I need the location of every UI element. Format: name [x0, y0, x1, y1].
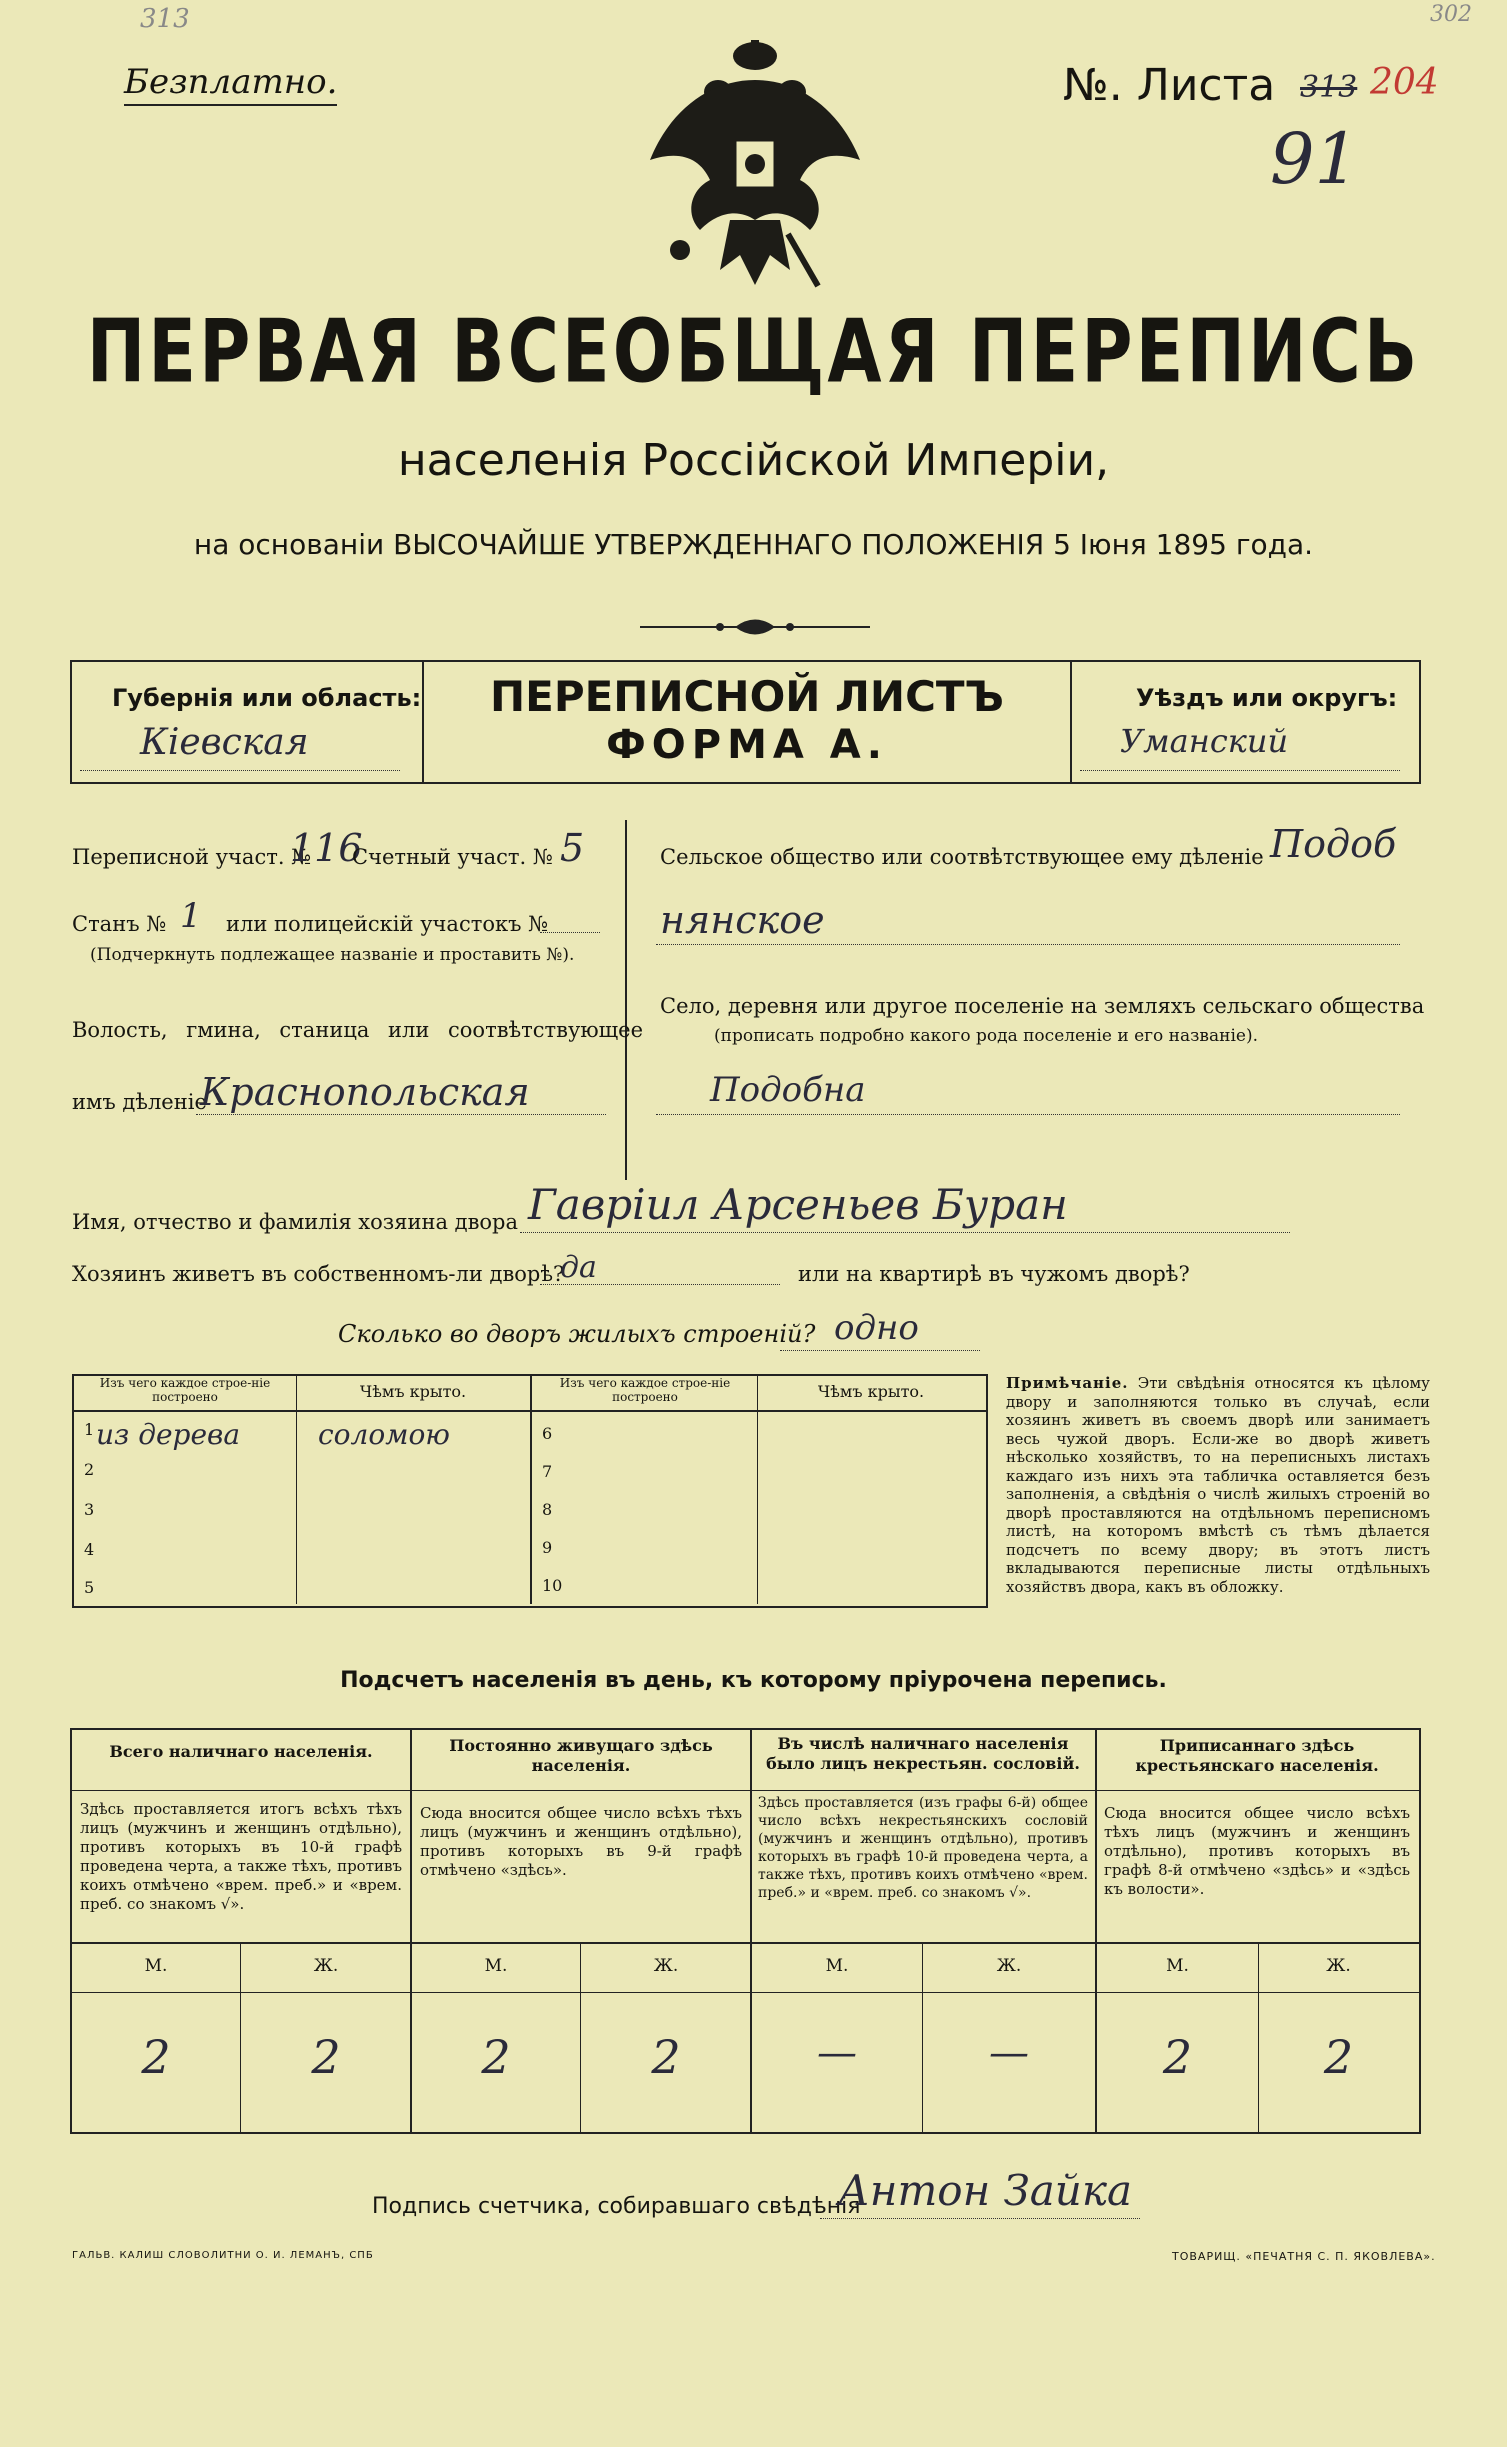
col-roof-left: Чѣмъ крыто.	[359, 1382, 467, 1401]
row-no: 1	[84, 1420, 95, 1439]
sheet-number-red: 204	[1370, 62, 1439, 103]
row-no: 6	[542, 1424, 553, 1443]
pop-female-value: 2	[311, 2030, 341, 2084]
imperial-eagle-icon	[640, 40, 870, 300]
pop-male-label: М.	[484, 1956, 508, 1976]
pop-female-label: Ж.	[996, 1956, 1022, 1976]
pop-male-label: М.	[1166, 1956, 1189, 1976]
pop-male-value: 2	[481, 2030, 511, 2084]
pop-col-title: Въ числѣ наличнаго населенія было лицъ некрестьян. сословій.	[766, 1734, 1080, 1773]
corner-number-right: 302	[1430, 2, 1472, 27]
pop-female-value: 2	[651, 2030, 681, 2084]
row-no: 2	[84, 1460, 95, 1479]
owner-name-value: Гаврiил Арсеньев Буран	[528, 1180, 1068, 1229]
province-value: Кіевская	[140, 722, 309, 763]
pop-male-value: —	[817, 2030, 857, 2076]
row-roof: соломою	[318, 1418, 450, 1451]
pop-col-desc: Здѣсь проставляется итогъ всѣхъ тѣхъ лицъ (мужчинъ и женщинъ отдѣльно), противъ которыхъ въ 10-й графѣ проведена черта, а также тѣхъ, противъ коихъ отмѣчено «врем. преб.» и «врем. преб. со знакомъ √».	[80, 1800, 402, 1913]
signature-value: Антон Зайка	[838, 2166, 1132, 2215]
volost-label: Волость, гмина, станица или соотвѣтствующее	[72, 1018, 644, 1042]
page-subtitle: населенія Россійской Имперіи,	[397, 435, 1110, 486]
row-no: 8	[542, 1500, 553, 1519]
buildings-value: одно	[834, 1308, 919, 1348]
printer-left: ГАЛЬВ. КАЛИШ СЛОВОЛИТНИ О. И. ЛЕМАНЪ, СПБ	[72, 2250, 374, 2261]
province-label: Губернія или область:	[112, 684, 422, 712]
printer-right: ТОВАРИЩ. «ПЕЧАТНЯ С. П. ЯКОВЛЕВА».	[1172, 2250, 1436, 2263]
signature-label: Подпись счетчика, собиравшаго свѣдѣнія	[372, 2194, 861, 2219]
pop-female-value: 2	[1323, 2030, 1354, 2084]
apartment-label: или на квартирѣ въ чужомъ дворѣ?	[798, 1262, 1190, 1286]
census-area-label: Переписной участ. №	[72, 845, 312, 869]
pop-col-desc: Сюда вносится общее число всѣхъ тѣхъ лицъ (мужчинъ и женщинъ отдѣльно), противъ которыхъ въ 9-й графѣ отмѣчено «здѣсь».	[420, 1804, 742, 1879]
census-area-value: 116	[290, 826, 363, 870]
row-no: 5	[84, 1578, 95, 1597]
police-label: или полицейскій участокъ №	[226, 912, 549, 936]
row-no: 4	[84, 1540, 95, 1559]
pop-col-title: Всего наличнаго населенія.	[109, 1742, 373, 1761]
stan-label: Станъ №	[72, 912, 167, 936]
district-value: Уманский	[1120, 722, 1289, 760]
pop-col-desc: Здѣсь проставляется (изъ графы 6-й) общее число всѣхъ некрестьянскихъ сословій (мужчинъ и женщинъ отдѣльно), противъ которыхъ въ графѣ 10-й проведена черта, а также тѣхъ, противъ коихъ отмѣчено «врем. преб.» и «врем. преб. со знакомъ √».	[758, 1795, 1088, 1901]
owner-lives-label: Хозяинъ живетъ въ собственномъ-ли дворѣ?	[72, 1262, 565, 1286]
row-no: 7	[542, 1462, 553, 1481]
buildings-label: Сколько во дворъ жилыхъ строеній?	[338, 1320, 816, 1348]
row-no: 10	[542, 1576, 563, 1595]
pop-female-label: Ж.	[653, 1956, 679, 1976]
form-subtitle: ФОРМА А.	[606, 722, 888, 768]
village-value: Подобна	[710, 1070, 866, 1110]
count-area-value: 5	[560, 826, 585, 870]
ornament-divider-icon	[640, 612, 870, 642]
stan-value: 1	[180, 896, 202, 936]
pop-col-title: Постоянно живущаго здѣсь населенія.	[449, 1736, 713, 1775]
row-no: 3	[84, 1500, 95, 1519]
pop-male-value: 2	[1162, 2030, 1193, 2084]
owner-name-label: Имя, отчество и фамилія хозяина двора	[72, 1210, 519, 1234]
note-block	[1006, 1374, 1430, 1596]
pop-male-value: 2	[141, 2030, 171, 2084]
volost-value: Краснопольская	[200, 1070, 530, 1114]
corner-number-left: 313	[140, 4, 190, 34]
count-area-label: Счетный участ. №	[352, 845, 553, 869]
population-heading: Подсчетъ населенія въ день, къ которому пріурочена перепись.	[340, 1668, 1167, 1693]
note-lead: Примѣчаніе.	[1006, 1374, 1129, 1392]
pop-female-value: —	[989, 2030, 1029, 2076]
society-value-2: нянское	[660, 898, 825, 942]
row-no: 9	[542, 1538, 553, 1557]
sheet-number-big: 91	[1270, 118, 1360, 200]
note-text: Эти свѣдѣнія относятся къ цѣлому двору и заполняются только въ случаѣ, если хозяинъ живетъ въ своемъ дворѣ или занимаетъ весь чужой дворъ. Если-же во дворѣ живетъ нѣсколько хозяйствъ, то на переписныхъ листахъ каждаго изъ нихъ эта табличка оставляется безъ заполненія, а свѣдѣнія о числѣ жилыхъ строеній во дворѣ проставляются на отдѣльномъ переписномъ листѣ, на которомъ вмѣстѣ съ тѣмъ дѣлается подсчетъ по всему двору; въ этотъ листъ вкладываются переписные листы отдѣльныхъ хозяйствъ двора, какъ въ обложку.	[1006, 1374, 1430, 1596]
sheet-number-label: №. Листа	[1063, 60, 1276, 111]
village-label: Село, деревня или другое поселеніе на земляхъ сельскаго общества	[660, 994, 1425, 1018]
col-material-right: Изъ чего каждое строе-ніе построено	[559, 1376, 731, 1404]
free-label: Безплатно.	[124, 62, 337, 106]
pop-male-label: М.	[825, 1956, 849, 1976]
page-title: ПЕРВАЯ ВСЕОБЩАЯ ПЕРЕПИСЬ	[86, 300, 1421, 403]
row-material: из дерева	[96, 1418, 241, 1451]
form-title: ПЕРЕПИСНОЙ ЛИСТЪ	[489, 672, 1005, 721]
col-roof-right: Чѣмъ крыто.	[817, 1382, 925, 1401]
pop-male-label: М.	[144, 1956, 168, 1976]
district-label: Уѣздъ или округъ:	[1136, 684, 1398, 712]
basis-line: на основаніи ВЫСОЧАЙШЕ УТВЕРЖДЕННАГО ПОЛОЖЕНІЯ 5 Іюня 1895 года.	[193, 528, 1314, 561]
underline-note: (Подчеркнуть подлежащее названіе и проставить №).	[90, 945, 575, 965]
society-label: Сельское общество или соотвѣтствующее ему дѣленіе	[660, 845, 1264, 869]
owner-lives-value: да	[560, 1250, 597, 1285]
pop-col-desc: Сюда вносится общее число всѣхъ тѣхъ лицъ (мужчинъ и женщинъ отдѣльно), противъ которыхъ въ графѣ 8-й отмѣчено «здѣсь» и «здѣсь къ волости».	[1104, 1804, 1410, 1898]
village-note: (прописать подробно какого рода поселеніе и его названіе).	[714, 1026, 1258, 1046]
pop-col-title: Приписаннаго здѣсь крестьянскаго населенія.	[1135, 1736, 1379, 1775]
volost-label-2: имъ дѣленіе	[72, 1090, 207, 1114]
pop-female-label: Ж.	[313, 1956, 339, 1976]
society-value-1: Подоб	[1270, 822, 1397, 866]
col-material-left: Изъ чего каждое строе-ніе построено	[99, 1376, 271, 1404]
sheet-number-crossed: 313	[1300, 70, 1358, 105]
pop-female-label: Ж.	[1326, 1956, 1351, 1976]
